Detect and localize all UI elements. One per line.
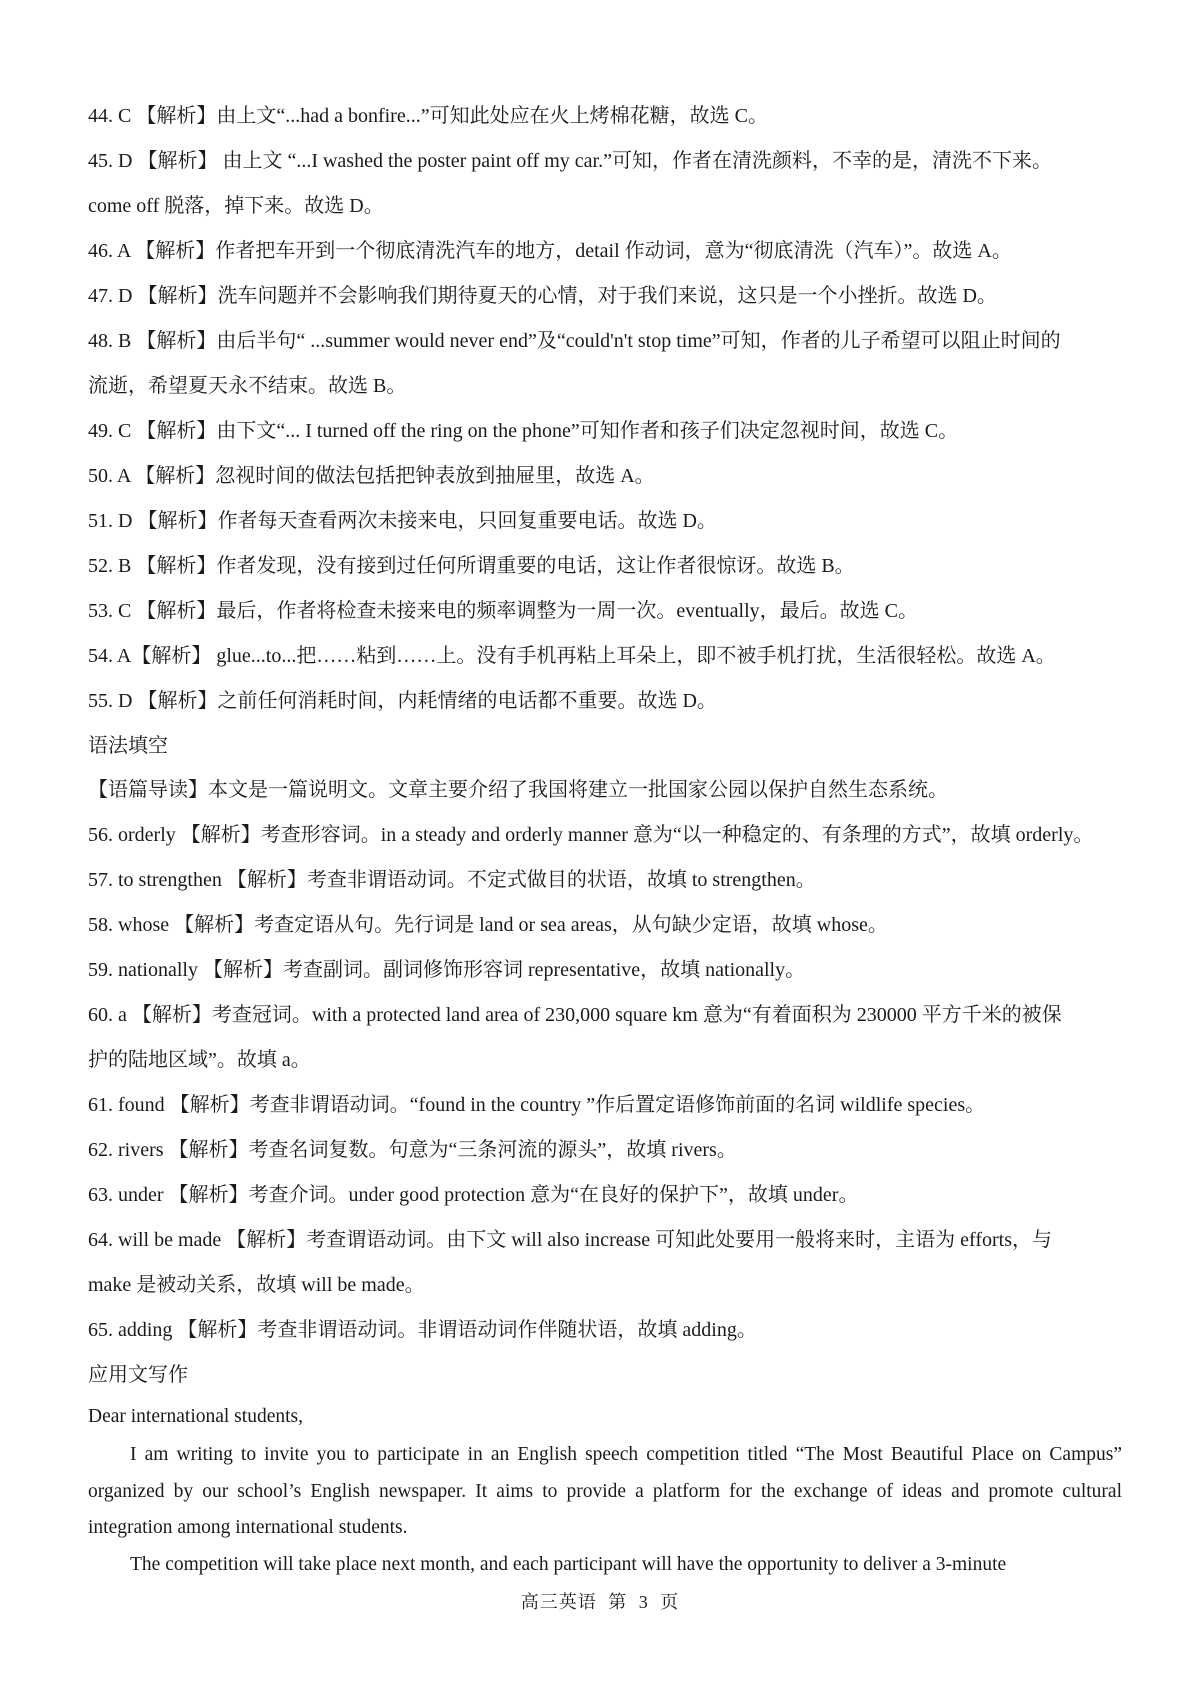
letter-salutation: Dear international students, xyxy=(88,1406,303,1427)
answer-line: make 是被动关系，故填 will be made。 xyxy=(88,1274,425,1296)
answer-line: 护的陆地区域”。故填 a。 xyxy=(88,1049,311,1071)
section-title: 应用文写作 xyxy=(88,1364,188,1386)
letter-paragraph: I am writing to invite you to participate in an English speech competition titled “The Most Beautiful Place on Campus” organized by our school’s English newspaper. It aims to provide a platform for the exchange of ideas and promote cultural integration among international students. xyxy=(88,1444,1122,1538)
answer-line: 流逝，希望夏天永不结束。故选 B。 xyxy=(88,375,407,397)
answer-line: 58. whose 【解析】考查定语从句。先行词是 land or sea areas，从句缺少定语，故填 whose。 xyxy=(88,914,888,936)
writing-section xyxy=(88,1353,1122,1583)
answer-line: 49. C 【解析】由下文“... I turned off the ring on the phone”可知作者和孩子们决定忽视时间，故选 C。 xyxy=(88,420,959,442)
answer-line: 61. found 【解析】考查非谓语动词。“found in the country ”作后置定语修饰前面的名词 wildlife species。 xyxy=(88,1094,986,1116)
page-footer: 高三英语 第 3 页 xyxy=(520,1592,680,1612)
answer-line: 【语篇导读】本文是一篇说明文。文章主要介绍了我国将建立一批国家公园以保护自然生态系统。 xyxy=(88,779,948,801)
grammar-fill-section xyxy=(88,724,1122,1353)
answer-line: 57. to strengthen 【解析】考查非谓语动词。不定式做目的状语，故填 to strengthen。 xyxy=(88,869,816,891)
answer-line: 59. nationally 【解析】考查副词。副词修饰形容词 representative，故填 nationally。 xyxy=(88,959,806,981)
answer-line: 65. adding 【解析】考查非谓语动词。非谓语动词作伴随状语，故填 adding。 xyxy=(88,1319,757,1341)
answer-line: 63. under 【解析】考查介词。under good protection 意为“在良好的保护下”，故填 under。 xyxy=(88,1184,859,1206)
answer-line: 46. A 【解析】作者把车开到一个彻底清洗汽车的地方，detail 作动词，意为“彻底清洗（汽车）”。故选 A。 xyxy=(88,240,1012,262)
answer-line: 60. a 【解析】考查冠词。with a protected land area of 230,000 square km 意为“有着面积为 230000 平方千米的被保 xyxy=(88,1004,1062,1026)
answer-line: 50. A 【解析】忽视时间的做法包括把钟表放到抽屉里，故选 A。 xyxy=(88,465,655,487)
answer-line: 52. B 【解析】作者发现，没有接到过任何所谓重要的电话，这让作者很惊讶。故选 B。 xyxy=(88,555,855,577)
letter-paragraph: The competition will take place next month, and each participant will have the opportunity to deliver a 3-minute xyxy=(130,1553,1007,1575)
answer-line: 51. D 【解析】作者每天查看两次未接来电，只回复重要电话。故选 D。 xyxy=(88,510,717,532)
answer-line: 48. B 【解析】由后半句“ ...summer would never end”及“could'n't stop time”可知，作者的儿子希望可以阻止时间的 xyxy=(88,330,1061,352)
section-title: 语法填空 xyxy=(88,735,168,757)
answer-line: 45. D 【解析】 由上文 “...I washed the poster paint off my car.”可知，作者在清洗颜料，不幸的是，清洗不下来。 xyxy=(88,150,1052,172)
answer-line: 64. will be made 【解析】考查谓语动词。由下文 will also increase 可知此处要用一般将来时，主语为 efforts，与 xyxy=(88,1229,1052,1251)
answer-line: 54. A【解析】 glue...to...把……粘到……上。没有手机再粘上耳朵上，即不被手机打扰，生活很轻松。故选 A。 xyxy=(88,645,1056,667)
cloze-answers-section xyxy=(88,94,1122,724)
answer-line: 47. D 【解析】洗车问题并不会影响我们期待夏天的心情，对于我们来说，这只是一个小挫折。故选 D。 xyxy=(88,285,997,307)
answer-line: 44. C 【解析】由上文“...had a bonfire...”可知此处应在火上烤棉花糖，故选 C。 xyxy=(88,105,768,127)
answer-line: 55. D 【解析】之前任何消耗时间，内耗情绪的电话都不重要。故选 D。 xyxy=(88,690,717,712)
answer-line: 56. orderly 【解析】考查形容词。in a steady and orderly manner 意为“以一种稳定的、有条理的方式”，故填 orderly。 xyxy=(88,824,1094,846)
answer-key-page xyxy=(88,94,1122,1583)
answer-line: come off 脱落，掉下来。故选 D。 xyxy=(88,195,384,217)
answer-line: 53. C 【解析】最后，作者将检查未接来电的频率调整为一周一次。eventually，最后。故选 C。 xyxy=(88,600,918,622)
answer-line: 62. rivers 【解析】考查名词复数。句意为“三条河流的源头”，故填 rivers。 xyxy=(88,1139,737,1161)
